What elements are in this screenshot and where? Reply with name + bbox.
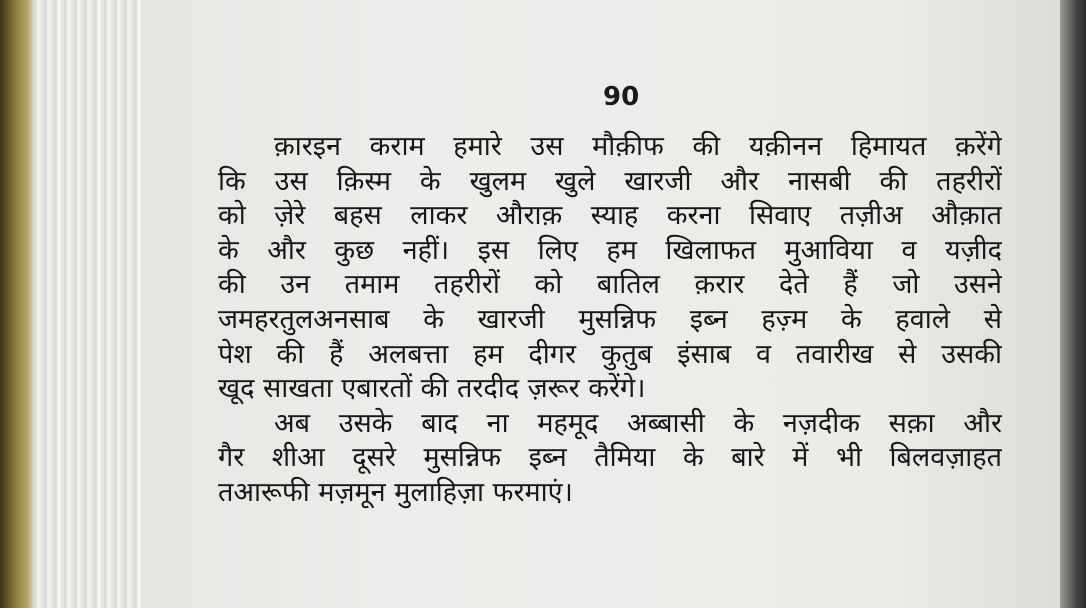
- text-line: कि उस क़िस्म के खुलम खुले खारजी और नासबी की तहरीरों: [218, 165, 1002, 197]
- text-line: के और कुछ नहीं। इस लिए हम खिलाफत मुआविया व यज़ीद: [218, 234, 1002, 266]
- scan-edge: [1060, 0, 1086, 608]
- paragraph: [218, 130, 1002, 407]
- body-text: [218, 130, 1002, 511]
- text-line: गैर शीआ दूसरे मुसन्निफ इब्न तैमिया के बारे में भी बिलवज़ाहत: [218, 442, 1002, 474]
- text-line: अब उसके बाद ना महमूद अब्बासी के नज़दीक सक़ा और: [274, 407, 1002, 439]
- book-spine: [0, 0, 34, 608]
- text-line: को ज़ेरे बहस लाकर औराक़ स्याह करना सिवाए तज़ीअ औक़ात: [218, 200, 1002, 232]
- text-line: क़ारइन कराम हमारे उस मौक़ीफ की यक़ीनन हिमायत क़रेंगे: [274, 131, 1002, 162]
- text-line: जमहरतुलअनसाब के खारजी मुसन्निफ इब्न हज़्म के हवाले से: [218, 303, 1002, 335]
- text-line: की उन तमाम तहरीरों को बातिल क़रार देते हैं जो उसने: [218, 269, 1002, 301]
- text-line: पेश की हैं अलबत्ता हम दीगर कुतुब इंसाब व तवारीख से उसकी: [218, 338, 1002, 370]
- text-line: खूद साखता एबारतों की तरदीद ज़रूर करेंगे।: [218, 373, 646, 405]
- text-line: तआरूफी मज़मून मुलाहिज़ा फरमाएं।: [218, 476, 573, 508]
- page-edges: [34, 0, 144, 608]
- page-number: 90: [603, 82, 640, 112]
- paragraph: [218, 407, 1002, 511]
